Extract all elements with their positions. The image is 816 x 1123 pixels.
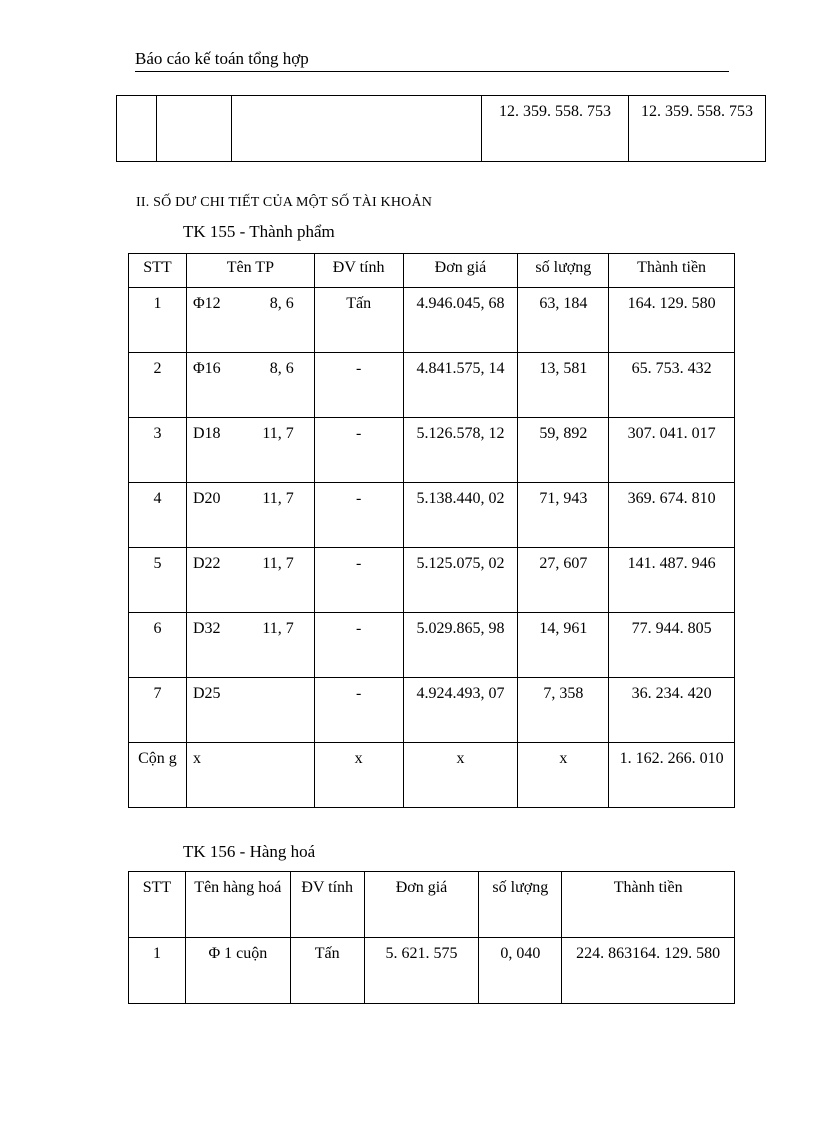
continued-table <box>116 95 766 162</box>
price-cell: 5.029.865, 98 <box>403 613 518 678</box>
table-cell <box>117 96 157 162</box>
name-cell <box>186 548 314 613</box>
stt-cell: 7 <box>129 678 187 743</box>
total-cell: 307. 041. 017 <box>609 418 735 483</box>
qty-cell: x <box>518 743 609 808</box>
price-cell: 5.138.440, 02 <box>403 483 518 548</box>
name-cell <box>186 418 314 483</box>
column-header: Tên TP <box>186 254 314 288</box>
total-cell: 164. 129. 580 <box>609 288 735 353</box>
unit-cell: x <box>314 743 403 808</box>
total-cell: 369. 674. 810 <box>609 483 735 548</box>
total-cell: 36. 234. 420 <box>609 678 735 743</box>
price-cell: 5. 621. 575 <box>364 938 479 1004</box>
tk156-title: TK 156 - Hàng hoá <box>183 842 316 861</box>
stt-cell: 4 <box>129 483 187 548</box>
column-header: STT <box>129 872 186 938</box>
product-name: D22 <box>192 555 221 572</box>
price-cell: 4.841.575, 14 <box>403 353 518 418</box>
unit-cell: - <box>314 353 403 418</box>
stt-cell: 6 <box>129 613 187 678</box>
tk155-title: TK 155 - Thành phẩm <box>183 222 335 241</box>
price-cell: 4.924.493, 07 <box>403 678 518 743</box>
product-size: 8, 6 <box>269 295 294 312</box>
table-header-row <box>129 872 735 938</box>
price-cell: 5.125.075, 02 <box>403 548 518 613</box>
product-name: Φ12 <box>192 295 221 312</box>
total-label-cell: Cộn g <box>129 743 187 808</box>
name-cell: Φ 1 cuộn <box>185 938 290 1004</box>
stt-cell: 3 <box>129 418 187 483</box>
unit-cell: Tấn <box>290 938 364 1004</box>
grand-total-cell: 1. 162. 266. 010 <box>609 743 735 808</box>
name-cell <box>186 613 314 678</box>
table-cell <box>232 96 482 162</box>
column-header: số lượng <box>518 254 609 288</box>
unit-cell: Tấn <box>314 288 403 353</box>
column-header: Thành tiền <box>609 254 735 288</box>
qty-cell: 71, 943 <box>518 483 609 548</box>
product-name: D18 <box>192 425 221 442</box>
table-row <box>129 418 735 483</box>
stt-cell: 1 <box>129 288 187 353</box>
product-name: Φ16 <box>192 360 221 377</box>
page-header-title: Báo cáo kế toán tổng hợp <box>135 49 729 72</box>
table-cell: 12. 359. 558. 753 <box>482 96 629 162</box>
tk155-table <box>128 253 735 808</box>
column-header: số lượng <box>479 872 562 938</box>
product-size: 8, 6 <box>269 360 294 377</box>
total-cell: 141. 487. 946 <box>609 548 735 613</box>
table-row <box>129 613 735 678</box>
unit-cell: - <box>314 483 403 548</box>
name-cell <box>186 353 314 418</box>
qty-cell: 7, 358 <box>518 678 609 743</box>
table-row <box>129 548 735 613</box>
product-name: D32 <box>192 620 221 637</box>
column-header: Tên hàng hoá <box>185 872 290 938</box>
stt-cell: 1 <box>129 938 186 1004</box>
qty-cell: 59, 892 <box>518 418 609 483</box>
column-header: Thành tiền <box>562 872 735 938</box>
column-header: STT <box>129 254 187 288</box>
stt-cell: 5 <box>129 548 187 613</box>
table-row <box>117 96 766 162</box>
product-size: 11, 7 <box>262 555 294 572</box>
column-header: Đơn giá <box>364 872 479 938</box>
qty-cell: 13, 581 <box>518 353 609 418</box>
total-cell: 77. 944. 805 <box>609 613 735 678</box>
table-cell <box>157 96 232 162</box>
column-header: ĐV tính <box>314 254 403 288</box>
table-header-row <box>129 254 735 288</box>
table-row <box>129 353 735 418</box>
product-size: 11, 7 <box>262 425 294 442</box>
table-row <box>129 288 735 353</box>
unit-cell: - <box>314 548 403 613</box>
table-cell: 12. 359. 558. 753 <box>629 96 766 162</box>
qty-cell: 27, 607 <box>518 548 609 613</box>
stt-cell: 2 <box>129 353 187 418</box>
name-cell: x <box>186 743 314 808</box>
price-cell: x <box>403 743 518 808</box>
unit-cell: - <box>314 613 403 678</box>
product-name: D25 <box>192 685 221 702</box>
table-row <box>129 483 735 548</box>
name-cell <box>186 288 314 353</box>
name-cell <box>186 483 314 548</box>
product-name: D20 <box>192 490 221 507</box>
product-size: 11, 7 <box>262 620 294 637</box>
price-cell: 5.126.578, 12 <box>403 418 518 483</box>
column-header: ĐV tính <box>290 872 364 938</box>
qty-cell: 63, 184 <box>518 288 609 353</box>
table-row <box>129 938 735 1004</box>
column-header: Đơn giá <box>403 254 518 288</box>
table-row <box>129 678 735 743</box>
total-cell: 65. 753. 432 <box>609 353 735 418</box>
section-title: II. SỐ DƯ CHI TIẾT CỦA MỘT SỐ TÀI KHOẢN <box>136 195 433 210</box>
unit-cell: - <box>314 418 403 483</box>
qty-cell: 0, 040 <box>479 938 562 1004</box>
tk156-table <box>128 871 735 1004</box>
total-cell: 224. 863164. 129. 580 <box>562 938 735 1004</box>
product-size: 11, 7 <box>262 490 294 507</box>
price-cell: 4.946.045, 68 <box>403 288 518 353</box>
total-row <box>129 743 735 808</box>
qty-cell: 14, 961 <box>518 613 609 678</box>
unit-cell: - <box>314 678 403 743</box>
name-cell <box>186 678 314 743</box>
